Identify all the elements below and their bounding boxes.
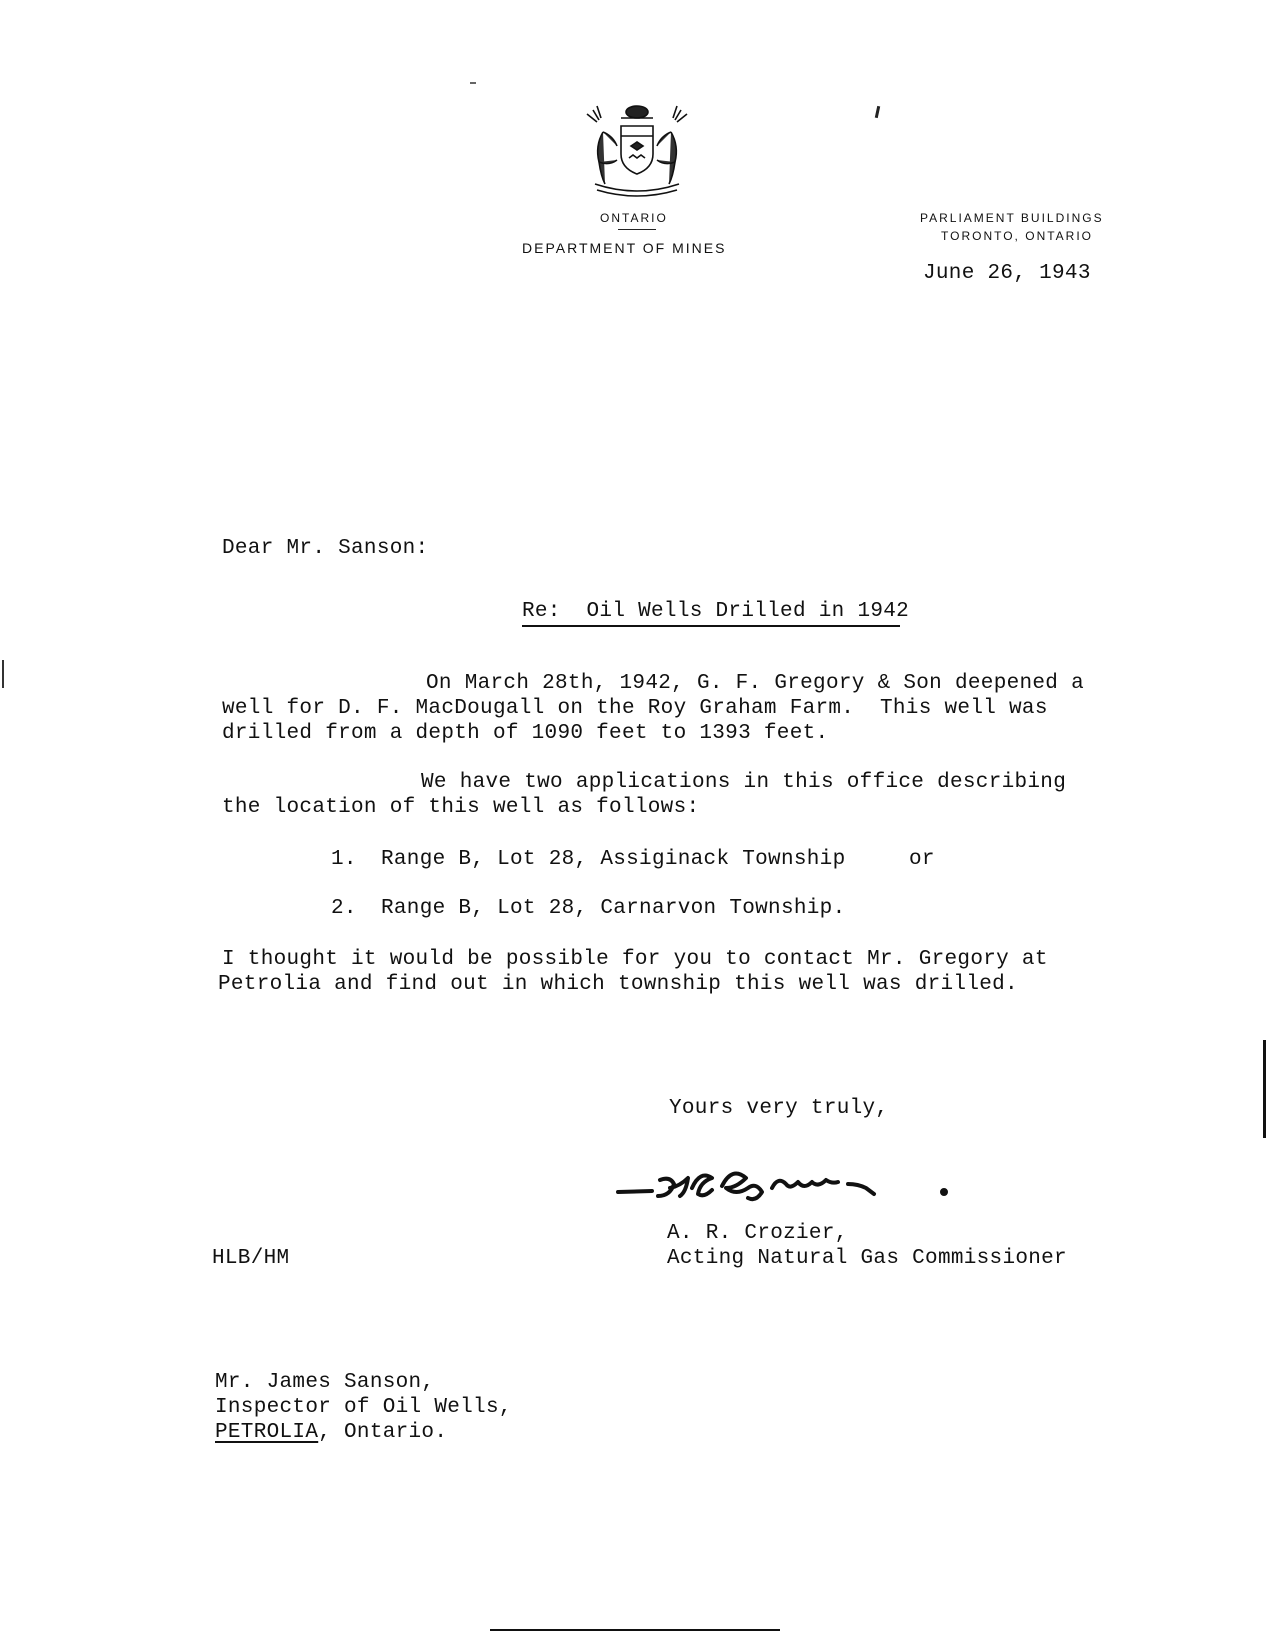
- signer-title: Acting Natural Gas Commissioner: [667, 1247, 1067, 1270]
- list-item-1-text: Range B, Lot 28, Assiginack Township: [381, 848, 846, 871]
- paragraph-3-line-2: Petrolia and find out in which township this well was drilled.: [218, 973, 1018, 996]
- paragraph-2-line-1: We have two applications in this office describing: [421, 771, 1067, 794]
- paragraph-1-line-1: On March 28th, 1942, G. F. Gregory & Son deepened a: [426, 672, 1085, 695]
- salutation: Dear Mr. Sanson:: [222, 537, 429, 560]
- province-name: ONTARIO: [600, 211, 668, 225]
- reference-initials: HLB/HM: [212, 1247, 290, 1270]
- closing: Yours very truly,: [669, 1097, 889, 1120]
- paragraph-1-line-2: well for D. F. MacDougall on the Roy Graham Farm. This well was: [222, 697, 1048, 720]
- handwritten-signature: [612, 1158, 952, 1214]
- scan-bottom-mark: [490, 1629, 780, 1631]
- recipient-province: , Ontario.: [318, 1421, 448, 1444]
- address-line-2: TORONTO, ONTARIO: [941, 229, 1094, 243]
- recipient-city: PETROLIA: [215, 1421, 319, 1444]
- scan-speck: [470, 82, 476, 84]
- list-item-2-text: Range B, Lot 28, Carnarvon Township.: [381, 897, 846, 920]
- paragraph-1-line-3: drilled from a depth of 1090 feet to 1393 feet.: [222, 722, 829, 745]
- subject-underline: [522, 625, 900, 627]
- paragraph-2-line-2: the location of this well as follows:: [222, 796, 700, 819]
- list-item-1-number: 1.: [331, 848, 357, 871]
- list-item-2-number: 2.: [331, 897, 357, 920]
- address-line-1: PARLIAMENT BUILDINGS: [920, 211, 1104, 225]
- paragraph-3-line-1: I thought it would be possible for you to contact Mr. Gregory at: [222, 948, 1048, 971]
- letter-date: June 26, 1943: [923, 262, 1091, 285]
- recipient-name: Mr. James Sanson,: [215, 1371, 435, 1394]
- signer-name: A. R. Crozier,: [667, 1222, 848, 1245]
- department-name: DEPARTMENT OF MINES: [522, 240, 727, 256]
- subject-line: Re: Oil Wells Drilled in 1942: [522, 600, 910, 623]
- scan-edge-mark-left: [2, 660, 4, 688]
- recipient-title: Inspector of Oil Wells,: [215, 1396, 512, 1419]
- scan-speck: [875, 106, 880, 118]
- recipient-location: [215, 1421, 447, 1444]
- ontario-coat-of-arms-icon: [573, 102, 703, 202]
- scan-edge-mark-right: [1263, 1040, 1266, 1138]
- list-item-1-suffix: or: [909, 848, 935, 871]
- letterhead-divider: [618, 229, 656, 230]
